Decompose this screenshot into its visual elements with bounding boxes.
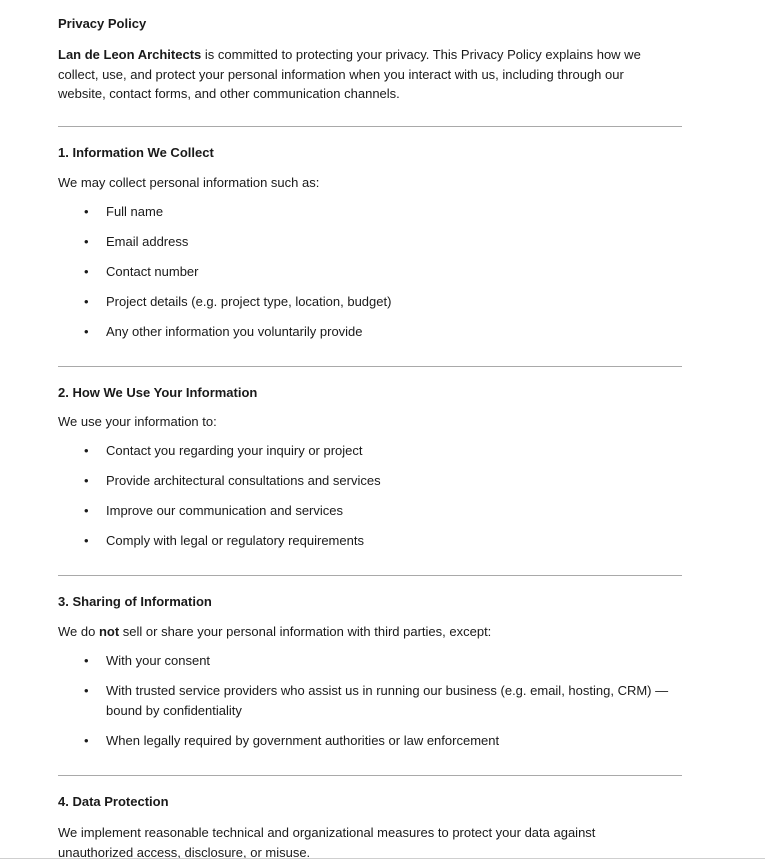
list-item <box>84 292 676 312</box>
bullet-icon: • <box>84 204 89 219</box>
list-item <box>84 471 676 491</box>
section-lead: We may collect personal information such as: <box>58 175 320 190</box>
list-item <box>84 651 676 671</box>
bullet-icon: • <box>84 503 89 518</box>
bullet-icon: • <box>84 473 89 488</box>
list-item <box>84 501 676 521</box>
section-heading: 4. Data Protection <box>58 794 169 809</box>
list-item-text: Comply with legal or regulatory requirements <box>106 533 364 548</box>
bullet-icon: • <box>84 324 89 339</box>
bullet-icon: • <box>84 653 89 668</box>
section-lead: We implement reasonable technical and organizational measures to protect your data against unauthorized access, disclosure, or misuse. <box>58 825 596 860</box>
list-item-text: Improve our communication and services <box>106 503 343 518</box>
list-item-text: When legally required by government authorities or law enforcement <box>106 733 500 748</box>
section-divider <box>58 366 682 367</box>
list-item-text: Project details (e.g. project type, location, budget) <box>106 294 392 309</box>
bullet-icon: • <box>84 533 89 548</box>
bullet-icon: • <box>84 683 89 698</box>
list-item-text: With trusted service providers who assist us in running our business (e.g. email, hosting, CRM) — bound by confidentiality <box>106 683 669 718</box>
section-divider <box>58 775 682 776</box>
list-item <box>84 681 676 721</box>
page-bottom-edge <box>0 858 765 859</box>
list-item <box>84 262 676 282</box>
section-lead <box>58 623 668 641</box>
company-name: Lan de Leon Architects <box>58 47 202 62</box>
list-item-text: Any other information you voluntarily provide <box>106 324 363 339</box>
list-item-text: Email address <box>106 234 189 249</box>
bullet-icon: • <box>84 443 89 458</box>
section-divider <box>58 126 682 127</box>
lead-text-after: sell or share your personal information with third parties, except: <box>119 624 492 639</box>
list-item-text: With your consent <box>106 653 211 668</box>
bullet-icon: • <box>84 294 89 309</box>
bullet-icon: • <box>84 264 89 279</box>
list-item-text: Full name <box>106 204 164 219</box>
list-item <box>84 731 676 751</box>
list-item <box>84 531 676 551</box>
list-item <box>84 322 676 342</box>
section-divider <box>58 575 682 576</box>
section-heading: 3. Sharing of Information <box>58 594 212 609</box>
document-title: Privacy Policy <box>58 16 147 31</box>
list-item <box>84 202 676 222</box>
bullet-icon: • <box>84 733 89 748</box>
section-heading: 2. How We Use Your Information <box>58 385 258 400</box>
intro-paragraph <box>58 45 658 104</box>
list-item-text: Contact number <box>106 264 199 279</box>
section-lead: We use your information to: <box>58 414 217 429</box>
list-item-text: Contact you regarding your inquiry or project <box>106 443 363 458</box>
bullet-icon: • <box>84 234 89 249</box>
list-item-text: Provide architectural consultations and services <box>106 473 381 488</box>
intro-text: is committed to protecting your privacy. This Privacy Policy explains how we collect, use, and protect your personal information when you interact with us, including through our website, contact forms, and other communication channels. <box>58 47 641 101</box>
lead-emphasis: not <box>98 624 120 639</box>
lead-text-before: We do <box>58 624 99 639</box>
section-heading: 1. Information We Collect <box>58 145 214 160</box>
list-item <box>84 441 676 461</box>
list-item <box>84 232 676 252</box>
